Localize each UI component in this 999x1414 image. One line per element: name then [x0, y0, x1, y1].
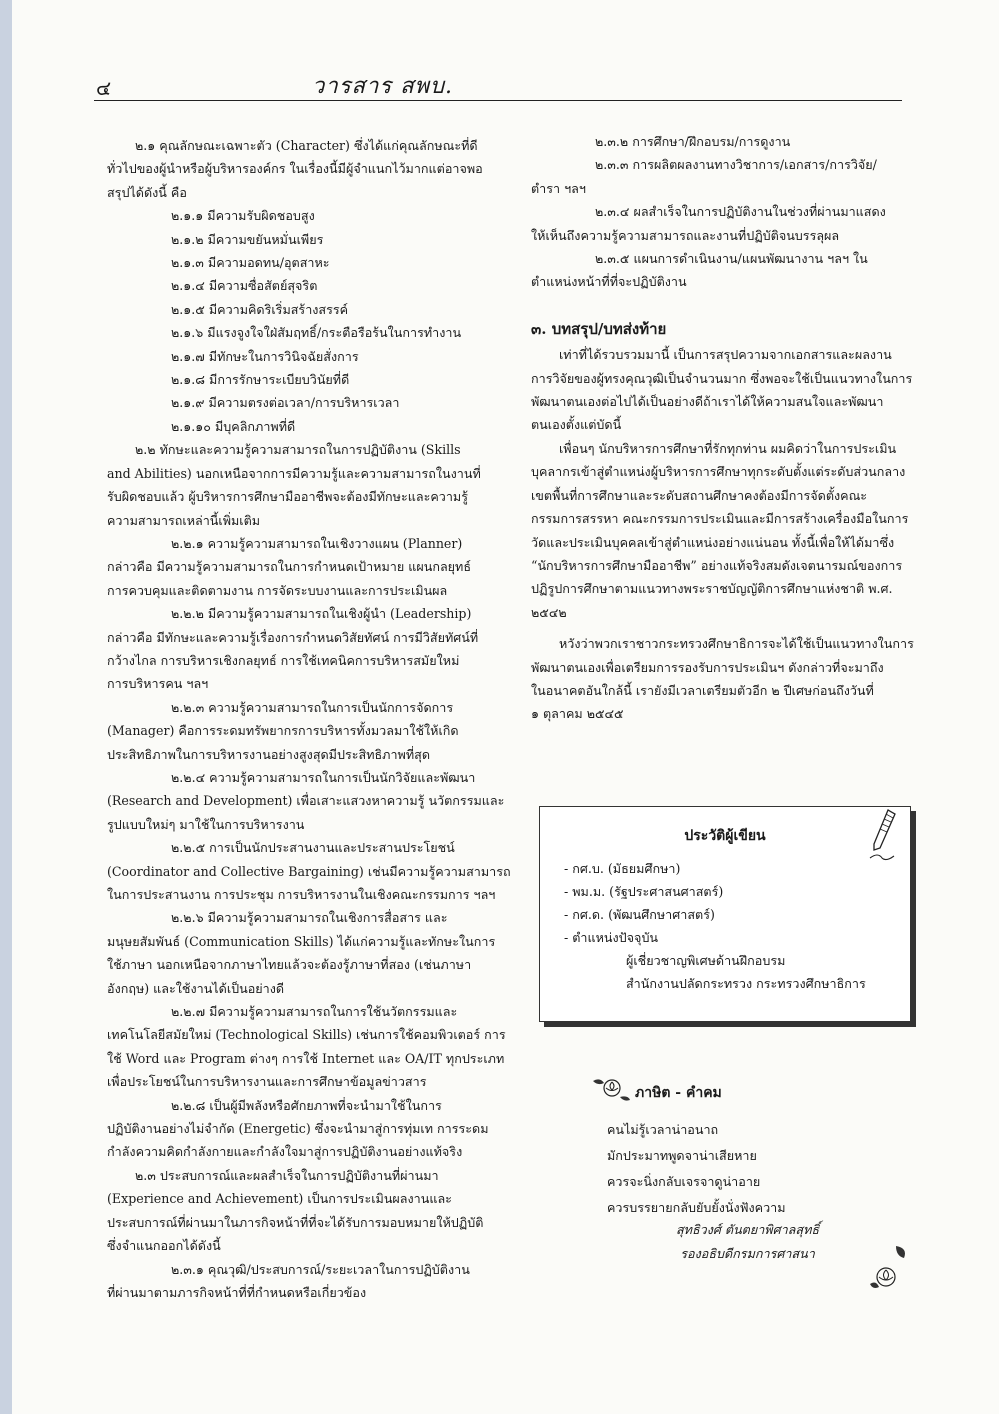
p-2-3-line4: ซึ่งจำแนกออกได้ดังนี้: [107, 1238, 221, 1254]
p-2-2-5-line2: (Coordinator and Collective Bargaining) เช่นมีความรู้ความสามารถ: [107, 863, 511, 879]
p-2-2-line2: and Abilities) นอกเหนือจากการมีความรู้และความสามารถในงานที่: [107, 465, 481, 481]
p-2-2-2-line1: ๒.๒.๒ มีความรู้ความสามารถในเชิงผู้นำ (Leadership): [171, 606, 472, 622]
p-2-1-line2: ทั่วไปของผู้นำหรือผู้บริหารองค์กร ในเรื่องนี้มีผู้จำแนกไว้มากแต่อาจพอ: [107, 161, 483, 177]
p-2-2-6-line1: ๒.๒.๖ มีความรู้ความสามารถในเชิงการสื่อสาร และ: [171, 910, 448, 926]
p-2-2-4-line3: รูปแบบใหม่ๆ มาใช้ในการบริหารงาน: [107, 816, 305, 832]
p-2-1-line1: ๒.๑ คุณลักษณะเฉพาะตัว (Character) ซึ่งได้แก่คุณลักษณะที่ดี: [135, 138, 478, 153]
page-number: ๔: [96, 76, 112, 100]
signature-block: [676, 1218, 819, 1266]
p-2-2-1-line2: กล่าวคือ มีความรู้ความสามารถในการกำหนดเป้าหมาย แผนกลยุทธ์: [107, 559, 472, 575]
list-item: ๒.๑.๗ มีทักษะในการวินิจฉัยสั่งการ: [171, 348, 359, 364]
p-2-2-3-line3: ประสิทธิภาพในการบริหารงานอย่างสูงสุดมีประสิทธิภาพที่สุด: [107, 746, 431, 762]
verse-line: มักประมาทพูดจาน่าเสียหาย: [607, 1148, 757, 1163]
p-2-3-2: ๒.๓.๒ การศึกษา/ฝึกอบรม/การดูงาน: [595, 134, 791, 149]
p-2-1-line3: สรุปได้ดังนี้ คือ: [107, 184, 187, 200]
p-2-2-3-line2: (Manager) คือการระดมทรัพยากรการบริหารทั้งมวลมาใช้ให้เกิด: [107, 723, 459, 739]
p-2-2-2-line3: กว้างไกล การบริหารเชิงกลยุทธ์ การใช้เทคนิคการบริหารสมัยใหม่: [107, 652, 460, 668]
p-2-2-8-line2: ปฏิบัติงานอย่างไม่จำกัด (Energetic) ซึ่งจะนำมาสู่การทุ่มเท การระดม: [107, 1121, 489, 1137]
bio-position-line2: สำนักงานปลัดกระทรวง กระทรวงศึกษาธิการ: [626, 976, 866, 991]
list-item: ๒.๑.๒ มีความขยันหมั่นเพียร: [171, 231, 324, 247]
verse-line: ควรจะนิ่งกลับเจรจาดูน่าอาย: [607, 1174, 761, 1189]
p-2-2-6-line4: อังกฤษ) และใช้งานได้เป็นอย่างดี: [107, 980, 285, 996]
s3-p2-line5: วัดและประเมินบุคคลเข้าสู่ตำแหน่งอย่างแน่นอน ทั้งนี้เพื่อให้ได้มาซึ่ง: [531, 534, 895, 550]
header-rule: [94, 100, 902, 101]
p-2-2-2-line4: การบริหารคน ฯลฯ: [107, 676, 209, 692]
verse-line: ควรบรรยายกลับยับยั้งนั่งฟังความ: [607, 1200, 786, 1215]
author-bio-box: [539, 806, 911, 1022]
s3-p3-line1: หวังว่าพวกเราชาวกระทรวงศึกษาธิการจะได้ใช้เป็นแนวทางในการ: [559, 636, 914, 652]
p-2-2-7-line3: ใช้ Word และ Program ต่างๆ การใช้ Internet และ OA/IT ทุกประเภท: [107, 1050, 505, 1066]
rose-ornament-icon: [590, 1073, 632, 1103]
bio-position-line1: ผู้เชี่ยวชาญพิเศษด้านฝึกอบรม: [626, 953, 786, 968]
s3-p2-line3: เขตพื้นที่การศึกษาและระดับสถานศึกษาคงต้องมีการจัดตั้งคณะ: [531, 487, 868, 503]
signature-name: สุทธิวงศ์ ตันตยาพิศาลสุทธิ์: [676, 1222, 820, 1237]
s3-p2-line1: เพื่อนๆ นักบริหารการศึกษาที่รักทุกท่าน ผมคิดว่าในการประเมิน: [559, 440, 897, 456]
scan-edge: [0, 0, 12, 1414]
p-2-2-line4: ความสามารถเหล่านี้เพิ่มเติม: [107, 512, 261, 528]
p-2-2-7-line2: เทคโนโลยีสมัยใหม่ (Technological Skills) เช่นการใช้คอมพิวเตอร์ การ: [107, 1027, 506, 1043]
p-2-3-5-line1: ๒.๓.๕ แผนการดำเนินงาน/แผนพัฒนางาน ฯลฯ ใน: [595, 251, 868, 267]
list-item: ๒.๑.๙ มีความตรงต่อเวลา/การบริหารเวลา: [171, 395, 400, 411]
list-item: ๒.๑.๑๐ มีบุคลิกภาพที่ดี: [171, 418, 296, 434]
author-bio-title: ประวัติผู้เขียน: [684, 828, 766, 844]
p-2-3-1-line1: ๒.๓.๑ คุณวุฒิ/ประสบการณ์/ระยะเวลาในการปฏิบัติงาน: [171, 1261, 470, 1277]
s3-p2-line6: “นักบริหารการศึกษามืออาชีพ” อย่างแท้จริงสมดังเจตนารมณ์ของการ: [531, 557, 903, 573]
s3-p1-line1: เท่าที่ได้รวบรวมมานี้ เป็นการสรุปความจากเอกสารและผลงาน: [559, 347, 892, 363]
list-item: ๒.๑.๕ มีความคิดริเริ่มสร้างสรรค์: [171, 301, 349, 317]
s3-p3-line2: พัฒนาตนเองเพื่อเตรียมการรองรับการประเมินฯ ดังกล่าวที่จะมาถึง: [531, 659, 884, 675]
right-column: [531, 130, 916, 726]
author-bio-list: [564, 857, 866, 995]
pen-icon: [868, 808, 898, 864]
list-item: ๒.๑.๓ มีความอดทน/อุตสาหะ: [171, 255, 330, 271]
s3-p3-line3: ในอนาคตอันใกล้นี้ เรายังมีเวลาเตรียมตัวอีก ๒ ปีเศษก่อนถึงวันที่: [531, 682, 874, 698]
p-2-2-line1: ๒.๒ ทักษะและความรู้ความสามารถในการปฏิบัติงาน (Skills: [135, 442, 461, 458]
bio-item: - กศ.ด. (พัฒนศึกษาศาสตร์): [564, 907, 715, 922]
left-column: [107, 134, 511, 1304]
rose-ornament-icon: [866, 1244, 910, 1294]
p-2-2-1-line1: ๒.๒.๑ ความรู้ความสามารถในเชิงวางแผน (Planner): [171, 535, 463, 551]
proverb-verse: [607, 1117, 786, 1221]
p-2-2-7-line4: เพื่อประโยชน์ในการบริหารงานและการศึกษาข้อมูลข่าวสาร: [107, 1074, 427, 1090]
section-3-heading: ๓. บทสรุป/บทส่งท้าย: [531, 319, 667, 338]
proverb-title: ภาษิต - คำคม: [635, 1085, 722, 1101]
s3-p2-line4: กรรมการสรรหา คณะกรรมการประเมินและมีการสร้างเครื่องมือในการ: [531, 511, 909, 527]
list-item: ๒.๑.๖ มีแรงจูงใจใฝ่สัมฤทธิ์/กระตือรือร้นในการทำงาน: [171, 325, 462, 341]
p-2-3-line1: ๒.๓ ประสบการณ์และผลสำเร็จในการปฏิบัติงานที่ผ่านมา: [135, 1167, 439, 1183]
bio-item: - ตำแหน่งปัจจุบัน: [564, 930, 659, 945]
p-2-3-1-line2: ที่ผ่านมาตามภารกิจหน้าที่ที่กำหนดหรือเกี่ยวข้อง: [107, 1284, 367, 1300]
p-2-2-8-line1: ๒.๒.๘ เป็นผู้มีพลังหรือศักยภาพที่จะนำมาใช้ในการ: [171, 1097, 442, 1113]
verse-line: คนไม่รู้เวลาน่าอนาถ: [607, 1122, 719, 1137]
p-2-2-4-line2: (Research and Development) เพื่อเสาะแสวงหาความรู้ นวัตกรรมและ: [107, 793, 505, 809]
list-item: ๒.๑.๑ มีความรับผิดชอบสูง: [171, 208, 315, 224]
p-2-2-4-line1: ๒.๒.๔ ความรู้ความสามารถในการเป็นนักวิจัยและพัฒนา: [171, 769, 476, 785]
p-2-3-line2: (Experience and Achievement) เป็นการประเมินผลงานและ: [107, 1191, 452, 1207]
p-2-2-3-line1: ๒.๒.๓ ความรู้ความสามารถในการเป็นนักการจัดการ: [171, 699, 454, 715]
signature-title: รองอธิบดีกรมการศาสนา: [680, 1246, 815, 1261]
p-2-2-5-line1: ๒.๒.๕ การเป็นนักประสานงานและประสานประโยชน์: [171, 840, 455, 856]
p-2-2-2-line2: กล่าวคือ มีทักษะและความรู้เรื่องการกำหนดวิสัยทัศน์ การมีวิสัยทัศน์ที่: [107, 629, 479, 645]
p-2-2-1-line3: การควบคุมและติดตามงาน การจัดระบบงานและการประเมินผล: [107, 582, 448, 598]
s3-p1-line2: การวิจัยของผู้ทรงคุณวุฒิเป็นจำนวนมาก ซึ่งพอจะใช้เป็นแนวทางในการ: [531, 370, 913, 386]
p-2-3-5-line2: ตำแหน่งหน้าที่ที่จะปฏิบัติงาน: [531, 274, 687, 290]
list-item: ๒.๑.๘ มีการรักษาระเบียบวินัยที่ดี: [171, 372, 350, 388]
bio-item: - พม.ม. (รัฐประศาสนศาสตร์): [564, 884, 724, 899]
p-2-2-6-line2: มนุษยสัมพันธ์ (Communication Skills) ได้แก่ความรู้และทักษะในการ: [107, 933, 496, 949]
bio-item: - กศ.บ. (มัธยมศึกษา): [564, 861, 681, 876]
s3-p3-line4: ๑ ตุลาคม ๒๕๔๕: [531, 706, 624, 722]
s3-p2-line7: ปฏิรูปการศึกษาตามแนวทางพระราชบัญญัติการศึกษาแห่งชาติ พ.ศ.: [531, 581, 893, 597]
s3-p1-line3: พัฒนาตนเองต่อไปได้เป็นอย่างดีถ้าเราได้ให้ความสนใจและพัฒนา: [531, 394, 884, 410]
p-2-2-8-line3: กำลังความคิดกำลังกายและกำลังใจมาสู่การปฏิบัติงานอย่างแท้จริง: [107, 1144, 463, 1160]
p-2-3-4-line2: ให้เห็นถึงความรู้ความสามารถและงานที่ปฏิบัติจนบรรลุผล: [531, 227, 840, 243]
journal-title: วารสาร สพบ.: [312, 74, 454, 99]
p-2-3-4-line1: ๒.๓.๔ ผลสำเร็จในการปฏิบัติงานในช่วงที่ผ่านมาแสดง: [595, 204, 886, 220]
p-2-3-line3: ประสบการณ์ที่ผ่านมาในภารกิจหน้าที่ที่จะได้รับการมอบหมายให้ปฏิบัติ: [107, 1214, 484, 1230]
p-2-2-7-line1: ๒.๒.๗ มีความรู้ความสามารถในการใช้นวัตกรรมและ: [171, 1004, 458, 1020]
list-item: ๒.๑.๔ มีความซื่อสัตย์สุจริต: [171, 278, 318, 294]
p-2-3-3-line1: ๒.๓.๓ การผลิตผลงานทางวิชาการ/เอกสาร/การวิจัย/: [595, 157, 877, 173]
p-2-2-line3: รับผิดชอบแล้ว ผู้บริหารการศึกษามืออาชีพจะต้องมีทักษะและความรู้: [107, 489, 468, 505]
p-2-2-6-line3: ใช้ภาษา นอกเหนือจากภาษาไทยแล้วจะต้องรู้ภาษาที่สอง (เช่นภาษา: [107, 957, 472, 973]
s3-p1-line4: ตนเองตั้งแต่บัดนี้: [531, 417, 622, 433]
s3-p2-line8: ๒๕๔๒: [531, 604, 567, 620]
s3-p2-line2: บุคลากรเข้าสู่ตำแหน่งผู้บริหารการศึกษาทุกระดับตั้งแต่ระดับส่วนกลาง: [531, 464, 906, 480]
p-2-2-5-line3: ในการประสานงาน การประชุม การบริหารงานในเชิงคณะกรรมการ ฯลฯ: [107, 887, 496, 902]
p-2-3-3-line2: ตำรา ฯลฯ: [531, 180, 586, 196]
